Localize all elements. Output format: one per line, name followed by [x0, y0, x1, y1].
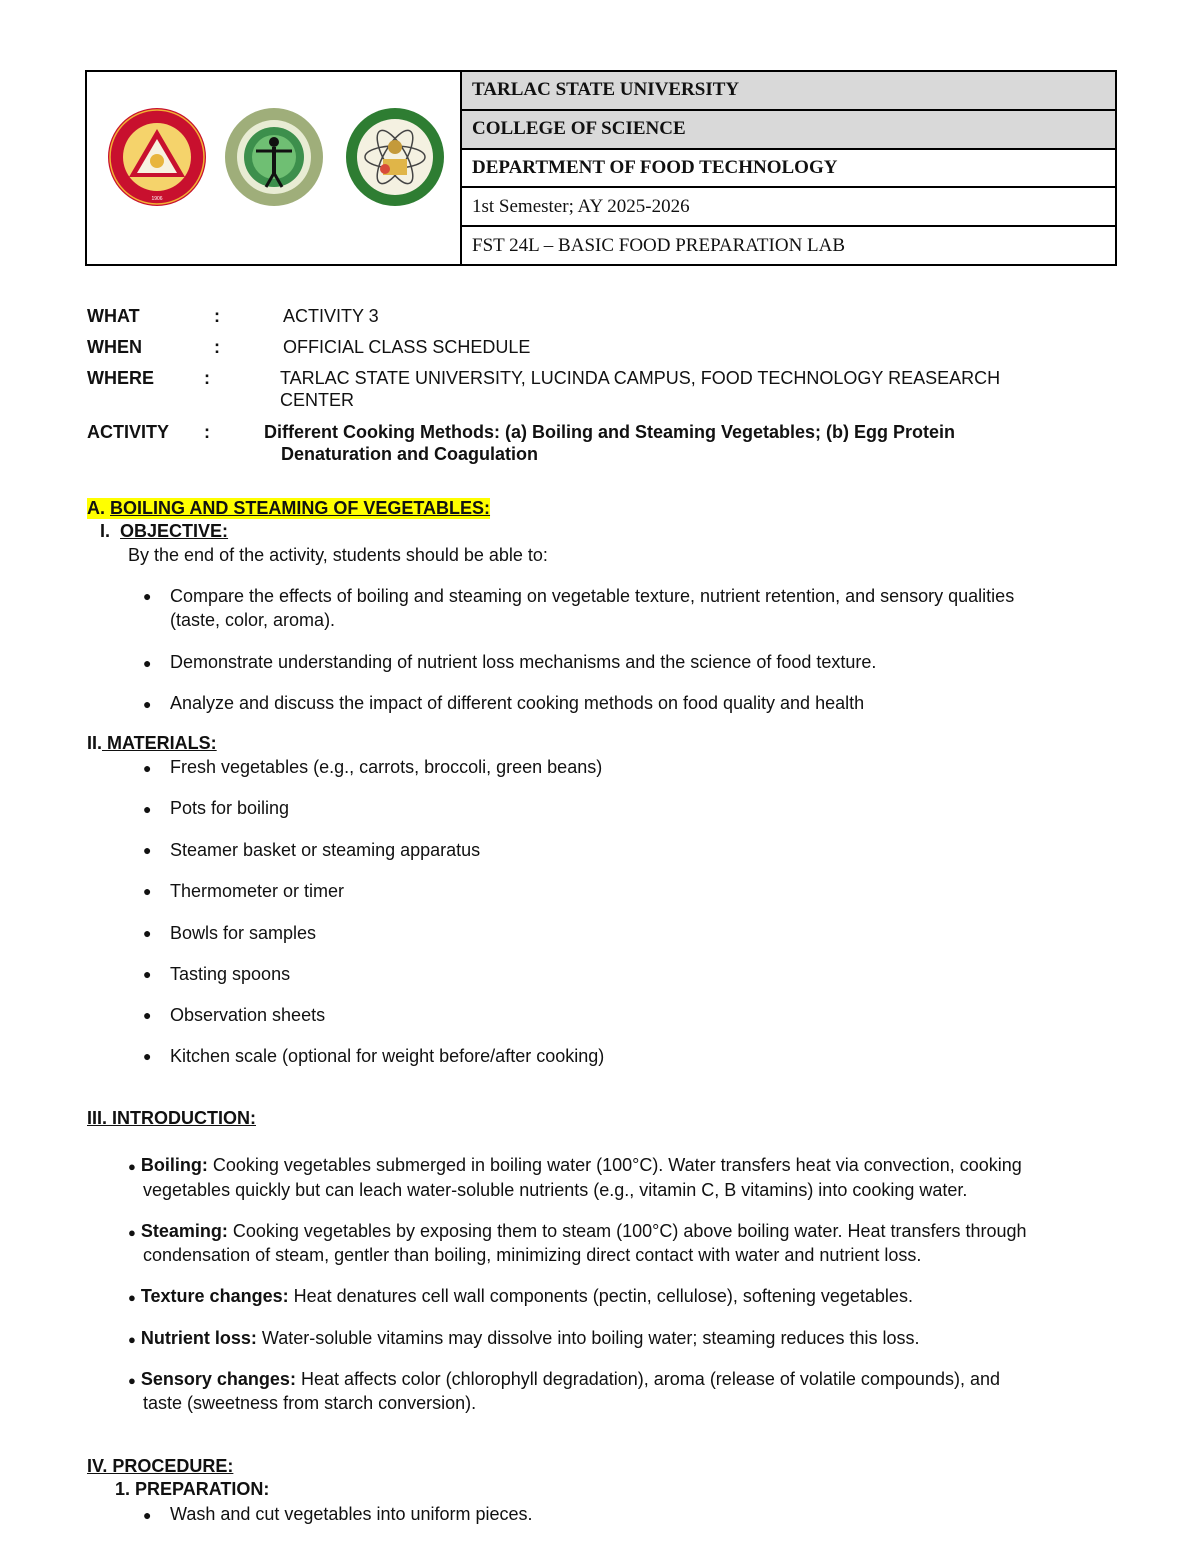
course-title: FST 24L – BASIC FOOD PREPARATION LAB	[462, 227, 1115, 264]
bullet-icon: ●	[143, 760, 152, 776]
bullet-icon: ●	[143, 842, 152, 858]
objective-item-1-line1: Compare the effects of boiling and steaming on vegetable texture, nutrient retention, and sensory qualities	[170, 586, 1015, 606]
bullet-icon: ●	[143, 696, 152, 712]
bullet-icon: ●	[128, 1159, 136, 1174]
material-item: Bowls for samples	[170, 923, 317, 943]
procedure-step-1: 1. PREPARATION:	[115, 1479, 270, 1499]
intro-item-steaming	[128, 1221, 1027, 1242]
activity-value-line1: Different Cooking Methods: (a) Boiling and Steaming Vegetables; (b) Egg Protein	[264, 422, 956, 442]
header-table	[85, 70, 1117, 266]
intro-item-boiling	[128, 1155, 1022, 1176]
intro-item-sensory	[128, 1369, 1000, 1390]
activity-colon: :	[204, 422, 210, 442]
where-colon: :	[204, 368, 210, 388]
semester-text: 1st Semester; AY 2025-2026	[462, 188, 1115, 227]
where-value-line1: TARLAC STATE UNIVERSITY, LUCINDA CAMPUS, FOOD TECHNOLOGY REASEARCH	[280, 368, 1001, 388]
university-name: TARLAC STATE UNIVERSITY	[462, 72, 1115, 111]
objective-num: I.	[100, 521, 111, 541]
procedure-step-1-item: Wash and cut vegetables into uniform pieces.	[170, 1504, 533, 1524]
food-technology-logo	[345, 107, 445, 207]
when-value: OFFICIAL CLASS SCHEDULE	[283, 337, 531, 357]
objective-title: OBJECTIVE:	[120, 521, 229, 541]
material-item: Fresh vegetables (e.g., carrots, broccoli, green beans)	[170, 757, 603, 777]
header-info-rows	[462, 72, 1115, 264]
bullet-icon: ●	[143, 1007, 152, 1023]
intro-item-nutrient	[128, 1328, 920, 1349]
material-item: Kitchen scale (optional for weight before/after cooking)	[170, 1046, 605, 1066]
section-a-heading	[87, 498, 490, 519]
activity-value-line2: Denaturation and Coagulation	[281, 444, 539, 464]
introduction-heading: III. INTRODUCTION:	[87, 1108, 256, 1128]
intro-text: Heat affects color (chlorophyll degradation), aroma (release of volatile compounds), and	[295, 1369, 1000, 1389]
bullet-icon: ●	[128, 1290, 136, 1305]
activity-label: ACTIVITY	[87, 422, 170, 442]
when-label: WHEN	[87, 337, 142, 357]
intro-term: Steaming:	[140, 1221, 228, 1241]
material-item: Thermometer or timer	[170, 881, 345, 901]
bullet-icon: ●	[143, 1048, 152, 1064]
objective-item-2: Demonstrate understanding of nutrient loss mechanisms and the science of food texture.	[170, 652, 877, 672]
bullet-icon: ●	[128, 1332, 136, 1347]
materials-num: II.	[87, 733, 103, 753]
what-value: ACTIVITY 3	[283, 306, 379, 326]
material-item: Steamer basket or steaming apparatus	[170, 840, 481, 860]
intro-text: Cooking vegetables by exposing them to steam (100°C) above boiling water. Heat transfers through	[227, 1221, 1027, 1241]
bullet-icon: ●	[143, 1507, 152, 1523]
bullet-icon: ●	[128, 1225, 136, 1240]
bullet-icon: ●	[143, 966, 152, 982]
department-name: DEPARTMENT OF FOOD TECHNOLOGY	[462, 150, 1115, 189]
bullet-icon: ●	[143, 883, 152, 899]
intro-term: Sensory changes:	[140, 1369, 296, 1389]
bullet-icon: ●	[128, 1373, 136, 1388]
intro-text: Heat denatures cell wall components (pectin, cellulose), softening vegetables.	[288, 1286, 913, 1306]
material-item: Pots for boiling	[170, 798, 290, 818]
bullet-icon: ●	[143, 801, 152, 817]
where-label: WHERE	[87, 368, 154, 388]
intro-item-steaming-line2: condensation of steam, gentler than boiling, minimizing direct contact with water and nutrient loss.	[143, 1245, 922, 1265]
objective-item-1-line2: (taste, color, aroma).	[170, 610, 336, 630]
where-value-line2: CENTER	[280, 390, 355, 410]
college-name: COLLEGE OF SCIENCE	[462, 111, 1115, 150]
objective-heading	[100, 521, 228, 542]
what-label: WHAT	[87, 306, 140, 326]
tsu-year-text: 1906	[151, 196, 163, 202]
material-item: Observation sheets	[170, 1005, 326, 1025]
objective-item-3: Analyze and discuss the impact of different cooking methods on food quality and health	[170, 693, 865, 713]
intro-text: Water-soluble vitamins may dissolve into boiling water; steaming reduces this loss.	[256, 1328, 920, 1348]
section-a-title: BOILING AND STEAMING OF VEGETABLES:	[110, 498, 491, 518]
intro-term: Texture changes:	[140, 1286, 289, 1306]
intro-item-texture	[128, 1286, 913, 1307]
when-colon: :	[214, 337, 220, 357]
material-item: Tasting spoons	[170, 964, 291, 984]
what-colon: :	[214, 306, 220, 326]
bullet-icon: ●	[143, 925, 152, 941]
intro-term: Boiling:	[140, 1155, 208, 1175]
bullet-icon: ●	[143, 588, 152, 604]
intro-item-boiling-line2: vegetables quickly but can leach water-soluble nutrients (e.g., vitamin C, B vitamins) into cooking water.	[143, 1180, 968, 1200]
logo-cell	[87, 72, 462, 264]
materials-heading	[87, 733, 217, 754]
tsu-seal-logo	[107, 107, 207, 207]
procedure-heading: IV. PROCEDURE:	[87, 1456, 234, 1476]
section-a-letter: A.	[87, 498, 105, 518]
objective-intro: By the end of the activity, students should be able to:	[128, 545, 548, 565]
bullet-icon: ●	[143, 655, 152, 671]
intro-item-sensory-line2: taste (sweetness from starch conversion).	[143, 1393, 477, 1413]
intro-term: Nutrient loss:	[140, 1328, 257, 1348]
college-of-science-logo	[224, 107, 324, 207]
materials-title: MATERIALS:	[102, 733, 217, 753]
intro-text: Cooking vegetables submerged in boiling water (100°C). Water transfers heat via convection, cooking	[207, 1155, 1022, 1175]
